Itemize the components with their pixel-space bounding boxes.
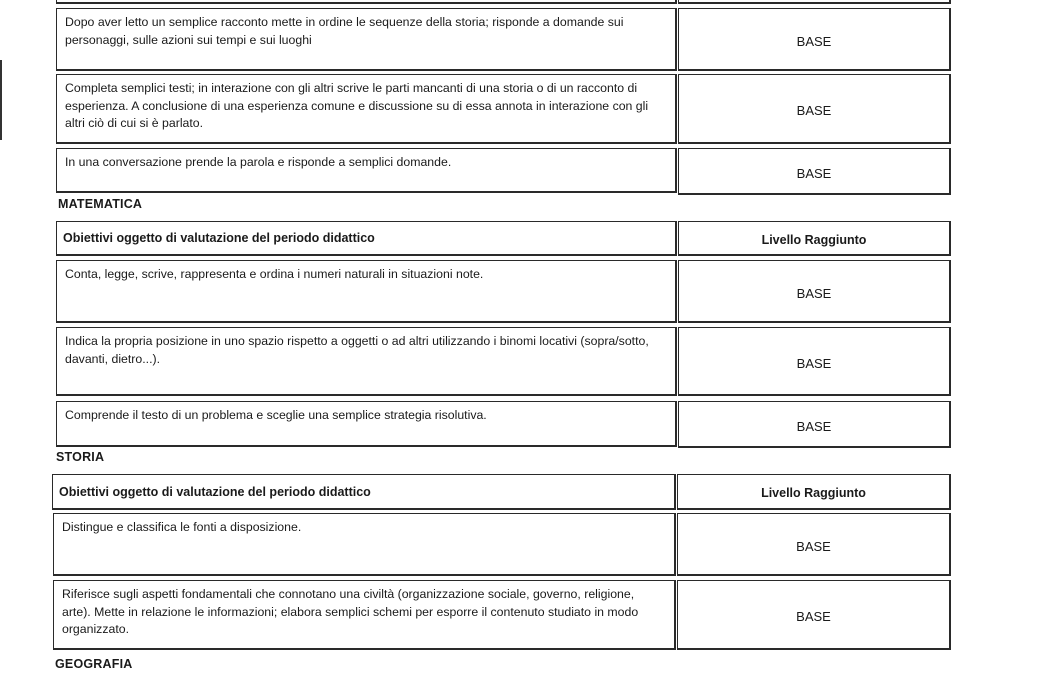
italiano-objective-2: Completa semplici testi; in interazione con gli altri scrive le parti mancanti di una storia o di un racconto di esperienza. A conclusione di una esperienza comune e discussione su di essa annota in interazione con gli altri ciò di cui si è parlato.: [56, 74, 677, 144]
matematica-objective-3: Comprende il testo di un problema e sceglie una semplice strategia risolutiva.: [56, 401, 677, 447]
matematica-objective-1: Conta, legge, scrive, rappresenta e ordina i numeri naturali in situazioni note.: [56, 260, 677, 323]
italiano-level-2: BASE: [678, 74, 951, 144]
matematica-level-1: BASE: [678, 260, 951, 323]
cutoff-objective-cell: [56, 0, 677, 4]
matematica-level-3: BASE: [678, 401, 951, 448]
storia-header-objectives: Obiettivi oggetto di valutazione del periodo didattico: [52, 474, 676, 510]
matematica-header-objectives: Obiettivi oggetto di valutazione del periodo didattico: [56, 221, 677, 256]
storia-objective-1: Distingue e classifica le fonti a disposizione.: [53, 513, 676, 576]
matematica-level-2: BASE: [678, 327, 951, 396]
storia-level-1: BASE: [677, 513, 951, 576]
italiano-objective-3: In una conversazione prende la parola e risponde a semplici domande.: [56, 148, 677, 193]
storia-header-level: Livello Raggiunto: [677, 474, 951, 510]
cutoff-level-cell: [678, 0, 951, 4]
matematica-header-level: Livello Raggiunto: [678, 221, 951, 256]
italiano-level-1: BASE: [678, 8, 951, 71]
matematica-objective-2: Indica la propria posizione in uno spazio rispetto a oggetti o ad altri utilizzando i binomi locativi (sopra/sotto, davanti, dietro...).: [56, 327, 677, 396]
italiano-level-3: BASE: [678, 148, 951, 195]
section-title-geografia: GEOGRAFIA: [55, 657, 133, 671]
storia-objective-2: Riferisce sugli aspetti fondamentali che connotano una civiltà (organizzazione sociale, governo, religione, arte). Mette in relazione le informazioni; elabora semplici schemi per esporre il contenuto studiato in modo organizzato.: [53, 580, 676, 650]
section-title-matematica: MATEMATICA: [58, 197, 143, 211]
storia-level-2: BASE: [677, 580, 951, 650]
italiano-objective-1: Dopo aver letto un semplice racconto mette in ordine le sequenze della storia; risponde a domande sui personaggi, sulle azioni sui tempi e sui luoghi: [56, 8, 677, 71]
page-edge-mark: [0, 60, 2, 140]
section-title-storia: STORIA: [56, 450, 105, 464]
